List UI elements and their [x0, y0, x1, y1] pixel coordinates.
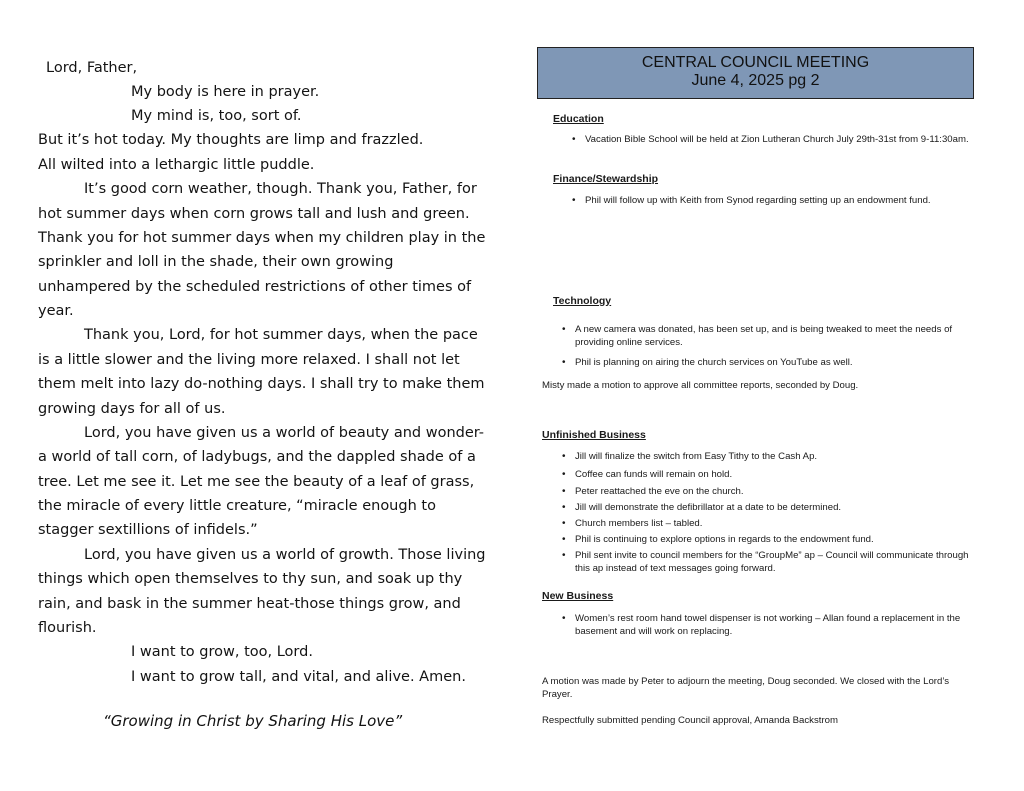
prayer-line: hot summer days when corn grows tall and lush and green.: [38, 206, 470, 222]
prayer-line: a world of tall corn, of ladybugs, and the dappled shade of a: [38, 449, 476, 465]
prayer-line: My mind is, too, sort of.: [131, 108, 302, 124]
list-item: • Jill will finalize the switch from Easy Tithy to the Cash Ap.: [575, 450, 970, 463]
prayer-line: But it’s hot today. My thoughts are limp and frazzled.: [38, 132, 424, 148]
prayer-line: sprinkler and loll in the shade, their own growing: [38, 254, 394, 270]
prayer-line: tree. Let me see it. Let me see the beauty of a leaf of grass,: [38, 474, 475, 490]
prayer-line: them melt into lazy do-nothing days. I shall try to make them: [38, 376, 485, 392]
prayer-line: the miracle of every little creature, “miracle enough to: [38, 498, 436, 514]
prayer-line: I want to grow, too, Lord.: [131, 644, 313, 660]
prayer-line: I want to grow tall, and vital, and alive. Amen.: [131, 669, 466, 685]
submitted-by: Respectfully submitted pending Council approval, Amanda Backstrom: [542, 715, 838, 726]
prayer-line: year.: [38, 303, 74, 319]
prayer-line: is a little slower and the living more relaxed. I shall not let: [38, 352, 460, 368]
list-item: • Phil will follow up with Keith from Synod regarding setting up an endowment fund.: [585, 194, 980, 207]
prayer-line: Lord, Father,: [46, 60, 138, 76]
list-item: • Women’s rest room hand towel dispenser is not working – Allan found a replacement in the basement and will work on replacing.: [575, 612, 970, 638]
minutes-date: June 4, 2025 pg 2: [691, 72, 820, 89]
prayer-page: [0, 0, 500, 791]
prayer-line: rain, and bask in the summer heat-those things grow, and: [38, 596, 461, 612]
list-item: • Phil sent invite to council members for the “GroupMe” ap – Council will communicate through this ap instead of text messages going forward.: [575, 549, 970, 575]
list-item: • A new camera was donated, has been set up, and is being tweaked to meet the needs of providing online services.: [575, 323, 970, 349]
approval-motion: Misty made a motion to approve all committee reports, seconded by Doug.: [542, 380, 859, 391]
minutes-header: [537, 47, 974, 99]
prayer-line: Lord, you have given us a world of beauty and wonder-: [84, 425, 485, 441]
prayer-line: growing days for all of us.: [38, 401, 226, 417]
closing-paragraph: A motion was made by Peter to adjourn the meeting, Doug seconded. We closed with the Lord’s Prayer.: [542, 676, 950, 700]
prayer-line: Thank you, Lord, for hot summer days, when the pace: [84, 327, 478, 343]
list-item: • Coffee can funds will remain on hold.: [575, 468, 970, 481]
prayer-line: Thank you for hot summer days when my children play in the: [38, 230, 486, 246]
minutes-page: [530, 0, 1024, 791]
section-heading-finance: Finance/Stewardship: [553, 173, 659, 185]
prayer-line: All wilted into a lethargic little puddle.: [38, 157, 315, 173]
list-item: • Vacation Bible School will be held at Zion Lutheran Church July 29th-31st from 9-11:30am.: [585, 133, 980, 146]
prayer-line: unhampered by the scheduled restrictions of other times of: [38, 279, 472, 295]
church-motto: “Growing in Christ by Sharing His Love”: [103, 712, 403, 730]
list-item: • Jill will demonstrate the defibrillator at a date to be determined.: [575, 501, 970, 514]
list-item: • Peter reattached the eve on the church.: [575, 485, 970, 498]
section-heading-unfinished: Unfinished Business: [542, 429, 646, 441]
prayer-line: flourish.: [38, 620, 97, 636]
minutes-title: CENTRAL COUNCIL MEETING: [641, 54, 870, 71]
prayer-line: It’s good corn weather, though. Thank you, Father, for: [84, 181, 477, 197]
prayer-line: stagger sextillions of infidels.”: [38, 522, 258, 538]
section-heading-education: Education: [553, 113, 604, 125]
prayer-line: My body is here in prayer.: [131, 84, 320, 100]
list-item: • Phil is planning on airing the church services on YouTube as well.: [575, 356, 970, 369]
section-heading-technology: Technology: [553, 295, 612, 307]
prayer-line: Lord, you have given us a world of growth. Those living: [84, 547, 486, 563]
section-heading-new-business: New Business: [542, 590, 614, 602]
list-item: • Church members list – tabled.: [575, 517, 970, 530]
prayer-line: things which open themselves to thy sun, and soak up thy: [38, 571, 463, 587]
list-item: • Phil is continuing to explore options in regards to the endowment fund.: [575, 533, 970, 546]
